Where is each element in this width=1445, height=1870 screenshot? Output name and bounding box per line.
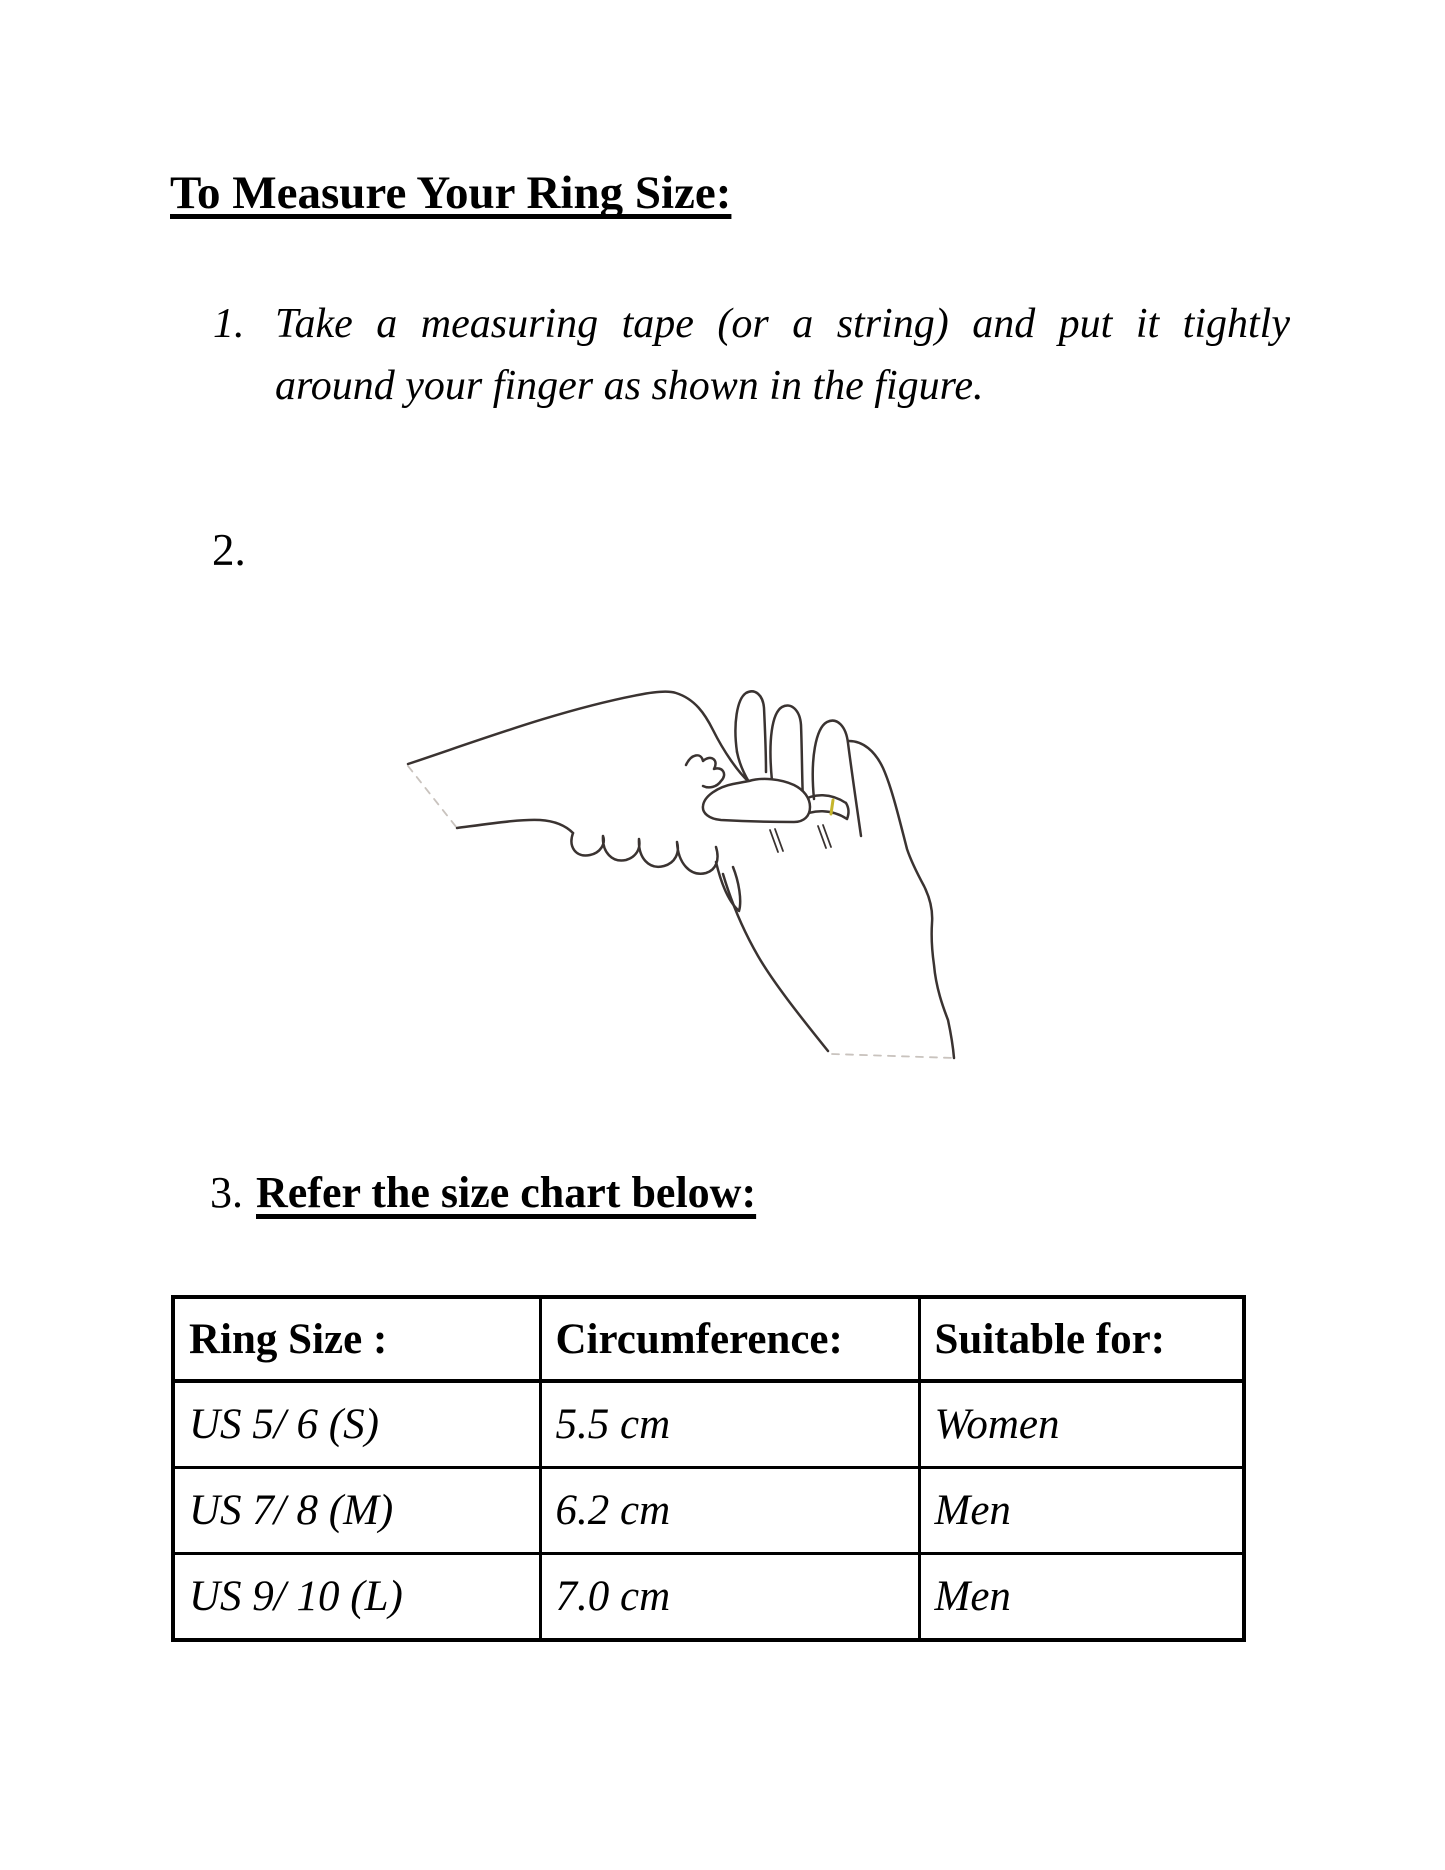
step-1-text — [275, 293, 1290, 417]
step-3 — [210, 1167, 756, 1218]
forearm-cut-dashed-line — [408, 766, 457, 828]
cell-circumference: 5.5 cm — [540, 1381, 919, 1468]
ring-size-chart — [171, 1295, 1246, 1642]
wrist-cut-dashed-line — [832, 1054, 954, 1058]
step-1 — [213, 293, 1290, 417]
cell-circumference: 7.0 cm — [540, 1554, 919, 1641]
thumb-curl — [686, 755, 724, 787]
hand-outer-edge — [849, 741, 954, 1058]
cell-circumference: 6.2 cm — [540, 1468, 919, 1554]
pointing-finger — [703, 779, 810, 822]
hand-illustration-svg — [400, 682, 960, 1062]
palm-heel-edge — [723, 874, 828, 1051]
header-ring-size: Ring Size : — [173, 1297, 540, 1381]
page-title: To Measure Your Ring Size: — [170, 167, 732, 219]
table-header-row — [173, 1297, 1244, 1381]
cell-suitable: Men — [919, 1468, 1244, 1554]
forearm-top-edge — [408, 692, 749, 782]
cell-size: US 9/ 10 (L) — [173, 1554, 540, 1641]
cell-size: US 5/ 6 (S) — [173, 1381, 540, 1468]
header-circumference: Circumference: — [540, 1297, 919, 1381]
cell-size: US 7/ 8 (M) — [173, 1468, 540, 1554]
step-3-number: 3. — [210, 1168, 243, 1217]
table-row — [173, 1554, 1244, 1641]
cell-suitable: Women — [919, 1381, 1244, 1468]
step-3-label: Refer the size chart below: — [256, 1168, 757, 1217]
table-row — [173, 1381, 1244, 1468]
step-1-line-2: around your finger as shown in the figure. — [275, 363, 984, 409]
cell-suitable: Men — [919, 1554, 1244, 1641]
step-2-number: 2. — [212, 525, 246, 575]
step-1-number: 1. — [213, 301, 245, 347]
forearm-bottom-edge — [457, 820, 573, 833]
table-row — [173, 1468, 1244, 1554]
step-2 — [212, 524, 246, 576]
ring-finger — [813, 721, 861, 836]
finger-gap-lines — [770, 825, 831, 852]
curled-fingers — [572, 833, 718, 874]
string-overlap-mark — [831, 800, 833, 814]
header-suitable-for: Suitable for: — [919, 1297, 1244, 1381]
step-1-line-1: Take a measuring tape (or a string) and put it tightly — [275, 301, 1290, 347]
hand-illustration — [400, 682, 960, 1062]
